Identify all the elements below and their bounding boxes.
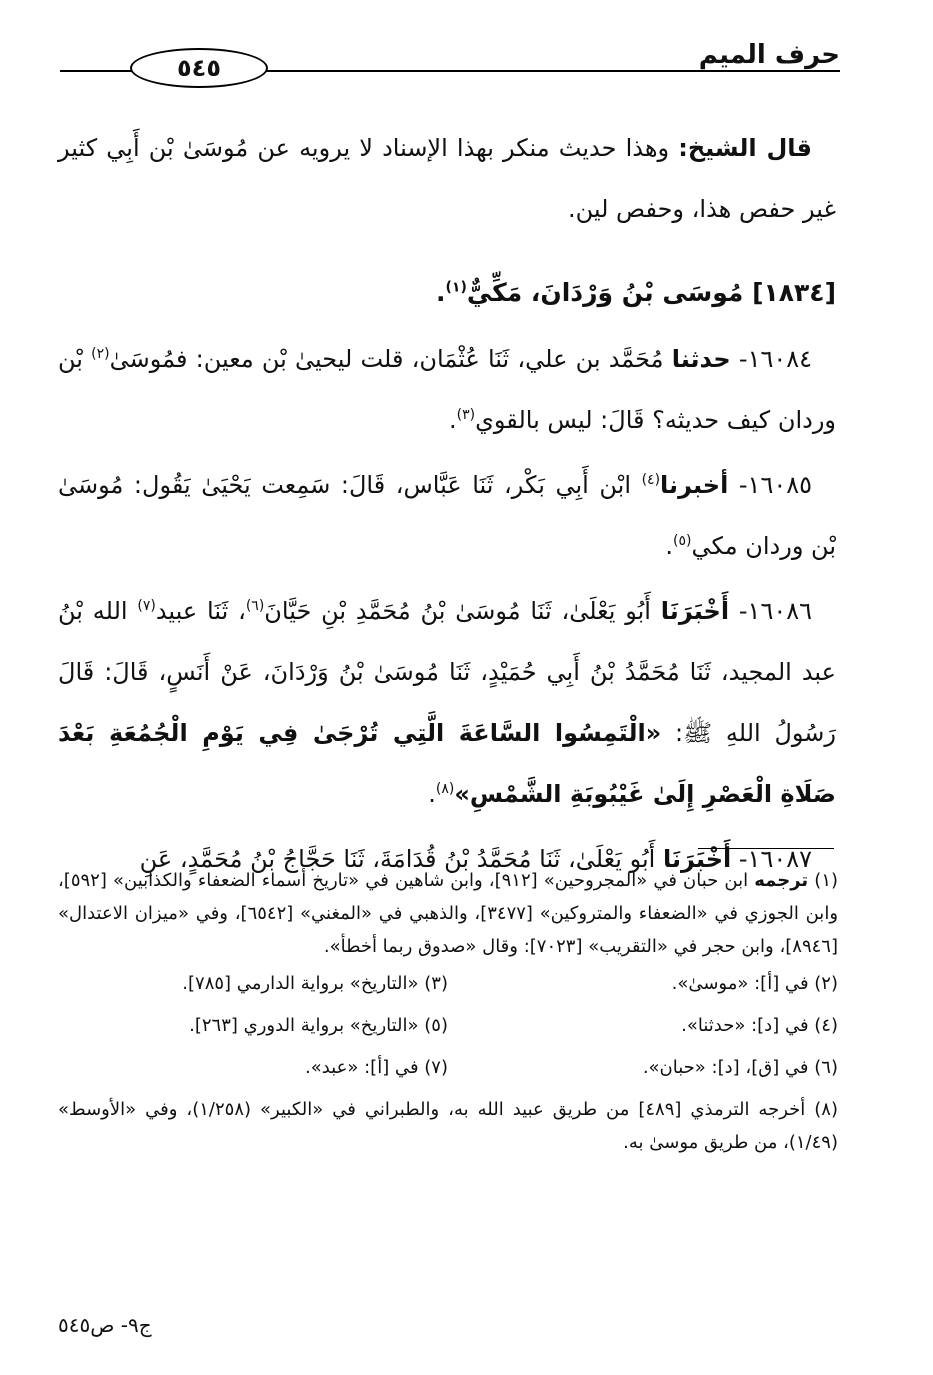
prophetic-quote: «الْتَمِسُوا السَّاعَةَ الَّتِي تُرْجَىٰ فِي يَوْمِ الْجُمُعَةِ بَعْدَ صَلَاةِ الْعَصْرِ إِلَىٰ غَيْبُوبَةِ الشَّمْسِ» (58, 719, 836, 808)
footnote-ref-5[interactable]: (٥) (673, 533, 692, 549)
sheikh-label: قال الشيخ: (678, 134, 812, 162)
footnote-7: (٧) في [أ]: «عبد». (305, 1057, 448, 1078)
running-head: حرف الميم (687, 40, 840, 70)
page-number-oval (130, 48, 268, 88)
hadith-text: بْن وردان كيف حديثه؟ قَالَ: ليس بالقوي (58, 345, 836, 434)
hadith-text: ابْن أَبِي بَكْر، ثَنَا عَبَّاس، قَالَ: سَمِعت يَحْيَىٰ يَقُول: مُوسَىٰ بْن وردان مكي (58, 471, 836, 560)
hadith-16086 (58, 581, 836, 825)
footnote-separator (698, 848, 834, 849)
hadith-text: . (428, 780, 436, 808)
hadith-number: ١٦٠٨٥- (728, 471, 812, 499)
sheikh-comment-paragraph (58, 118, 836, 240)
transmission-keyword: حدثنا (671, 345, 731, 373)
footnote-ref-4[interactable]: (٤) (641, 472, 661, 488)
footnote-3: (٣) «التاريخ» برواية الدارمي [٧٨٥]. (182, 973, 448, 994)
transmission-keyword: أَخْبَرَنَا (662, 845, 732, 873)
footnote-row (58, 1009, 838, 1042)
hadith-text: الله بْنُ عبد المجيد، ثَنَا مُحَمَّدُ بْنُ أَبِي حُمَيْدٍ، ثَنَا مُوسَىٰ بْنُ وَرْدَانَ، عَنْ أَنَسٍ، قَالَ: قَالَ رَسُولُ اللهِ ﷺ: (58, 597, 837, 747)
hadith-text: مُحَمَّد بن علي، ثَنَا عُثْمَان، قلت ليحيىٰ بْن معين: فمُوسَىٰ (109, 345, 672, 373)
hadith-text: أَبُو يَعْلَىٰ، ثَنَا مُحَمَّدُ بْنُ قُدَامَةَ، ثَنَا حَجَّاجُ بْنُ مُحَمَّدٍ، عَنِ (139, 845, 663, 873)
footnote-keyword: ترجمه (754, 870, 809, 891)
footnote-8: (٨) أخرجه الترمذي [٤٨٩] من طريق عبيد الله به، والطبراني في «الكبير» (١/٢٥٨)، وفي «الأوسط» (١/٤٩)، من طريق موسىٰ به. (58, 1099, 838, 1153)
footnote-ref-8[interactable]: (٨) (435, 781, 455, 797)
footnote-row (58, 967, 838, 1000)
transmission-keyword: أَخْبَرَنَا (660, 597, 730, 625)
volume-page-signature: ج٩- ص٥٤٥ (58, 1313, 152, 1337)
footnote-ref-3[interactable]: (٣) (456, 407, 476, 423)
entry-title: [١٨٣٤] مُوسَى بْنُ وَرْدَانَ، مَكِّيٌّ (466, 278, 836, 307)
entry-end: . (436, 278, 446, 307)
footnote-row (58, 1051, 838, 1084)
footnotes (58, 864, 838, 1163)
footnote-number: (١) (808, 870, 839, 891)
hadith-text: . (449, 406, 457, 434)
hadith-number: ١٦٠٨٤- (730, 345, 813, 373)
hadith-number: ١٦٠٨٦- (729, 597, 812, 625)
hadith-number: ١٦٠٨٧- (731, 845, 812, 873)
sheikh-comment-text: وهذا حديث منكر بهذا الإسناد لا يرويه عن مُوسَىٰ بْن أَبِي كثير غير حفص هذا، وحفص لين. (58, 134, 836, 223)
hadith-16084 (58, 329, 836, 451)
biography-entry-heading (58, 262, 836, 323)
page-number: ٥٤٥ (177, 54, 221, 82)
transmission-keyword: أخبرنا (660, 471, 729, 499)
footnote-2: (٢) في [أ]: «موسىٰ». (671, 973, 838, 994)
page-header (60, 40, 840, 100)
hadith-16085 (58, 455, 836, 577)
footnote-6: (٦) في [ق]، [د]: «حبان». (642, 1057, 838, 1078)
footnote-1 (58, 864, 838, 963)
footnote-text: ابن حبان في «المجروحين» [٩١٢]، وابن شاهين في «تاريخ أسماء الضعفاء والكذابين» [٥٩٢]، وابن الجوزي في «الضعفاء والمتروكين» [٣٤٧٧]، والذهبي في «المغني» [٦٥٤٢]، وفي «ميزان الاعتدال» [٨٩٤٦]، وابن حجر في «التقريب» [٧٠٢٣]: وقال «صدوق ربما أخطأ». (58, 870, 839, 957)
footnote-4: (٤) في [د]: «حدثنا». (681, 1015, 838, 1036)
footnote-ref-7[interactable]: (٧) (137, 598, 156, 614)
footnote-ref-2[interactable]: (٢) (91, 346, 110, 362)
main-text (58, 118, 839, 894)
footnote-ref-6[interactable]: (٦) (245, 598, 265, 614)
footnote-5: (٥) «التاريخ» برواية الدوري [٢٦٣]. (189, 1015, 448, 1036)
footnote-ref-1[interactable]: (١) (445, 279, 467, 296)
hadith-text: أَبُو يَعْلَىٰ، ثَنَا مُوسَىٰ بْنُ مُحَمَّدِ بْنِ حَيَّانَ (264, 597, 661, 625)
hadith-text: . (665, 532, 674, 560)
hadith-text: ، ثَنَا عبيد (155, 597, 246, 625)
